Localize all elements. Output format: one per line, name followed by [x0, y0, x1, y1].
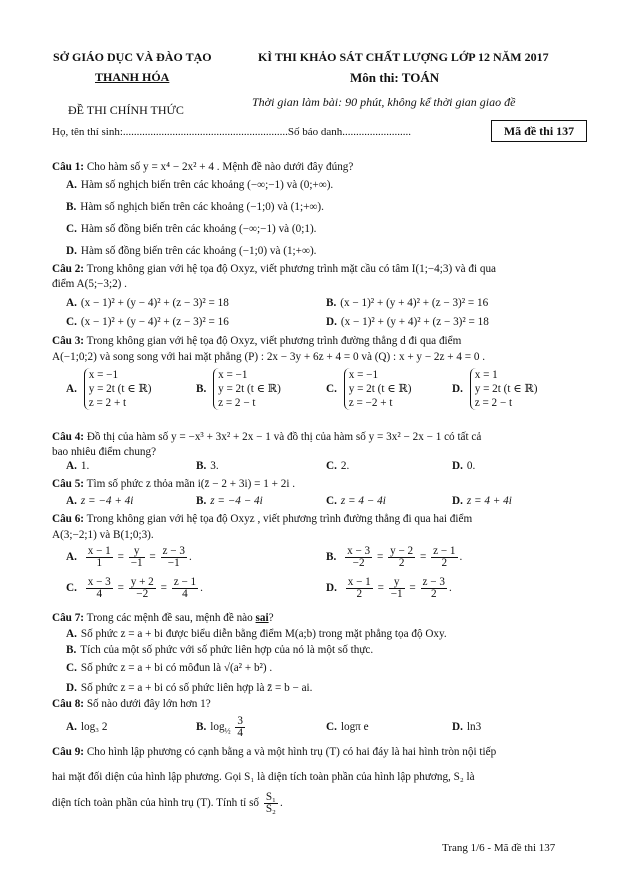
- q1-option-d[interactable]: [66, 244, 316, 258]
- exam-code-box: Mã đề thi 137: [491, 120, 587, 142]
- option-letter: B.: [196, 495, 207, 507]
- option-letter: C.: [66, 582, 77, 595]
- q5-option-b[interactable]: [196, 494, 263, 508]
- eq-line: y = 2t (t ∈ ℝ): [88, 383, 152, 395]
- option-text: z = −4 − 4i: [210, 495, 263, 507]
- question-6-cont: A(3;−2;1) và B(1;0;3).: [52, 529, 154, 541]
- q1-option-a[interactable]: [66, 178, 333, 192]
- question-label: Câu 7:: [52, 612, 85, 624]
- exam-title: KÌ THI KHẢO SÁT CHẤT LƯỢNG LỚP 12 NĂM 2017: [258, 50, 549, 64]
- equation-system: [213, 368, 281, 410]
- q3-option-a[interactable]: [66, 368, 151, 410]
- time-note: Thời gian làm bài: 90 phút, không kể thời gian giao đề: [252, 95, 516, 109]
- q7-option-b[interactable]: [66, 643, 373, 657]
- question-9: [52, 745, 496, 759]
- option-text: (x − 1)² + (y + 4)² + (z − 3)² = 16: [340, 297, 489, 309]
- eq-line: z = 2 + t: [88, 397, 127, 409]
- question-text: diện tích toàn phần của hình trụ (T). Tính tỉ số: [52, 797, 260, 810]
- option-text: z = 4 + 4i: [466, 495, 512, 507]
- option-letter: A.: [66, 460, 77, 472]
- option-letter: D.: [452, 460, 463, 472]
- option-letter: D.: [326, 316, 337, 328]
- eq-line: z = 2 − t: [474, 397, 513, 409]
- question-label: Câu 3:: [52, 335, 85, 347]
- fraction: $\frac{z - 3}{-1}$: [162, 545, 185, 569]
- option-text: 2.: [340, 460, 350, 472]
- question-text: Trong không gian với hệ tọa độ Oxyz, viết phương trình đường thẳng d đi qua điểm: [86, 335, 462, 347]
- q5-option-c[interactable]: [326, 494, 386, 508]
- option-letter: C.: [326, 495, 337, 507]
- option-text: Hàm số nghịch biến trên các khoảng (−1;0) và (1;+∞).: [80, 201, 324, 213]
- page-footer: Trang 1/6 - Mã đề thi 137: [442, 842, 556, 854]
- option-letter: D.: [452, 721, 463, 733]
- option-letter: D.: [66, 245, 77, 257]
- option-letter: D.: [452, 382, 463, 395]
- q8-option-a[interactable]: [66, 720, 107, 734]
- fraction: $\frac{3}{4}$: [237, 715, 243, 739]
- q5-option-a[interactable]: [66, 494, 133, 508]
- q6-option-d[interactable]: D. $\frac{x - 1}{2}$ = $\frac{y}{-1}$ = $\frac{z - 3}{2}$ .: [326, 576, 452, 600]
- eq-line: x = 1: [474, 369, 498, 381]
- eq-line: y = 2t (t ∈ ℝ): [348, 383, 412, 395]
- province-name: THANH HÓA: [95, 70, 170, 84]
- option-text: Hàm số nghịch biến trên các khoảng (−∞;−1) và (0;+∞).: [80, 179, 334, 191]
- fraction: $\frac{y}{-1}$: [130, 545, 143, 569]
- q4-option-c[interactable]: [326, 459, 349, 473]
- option-letter: A.: [66, 628, 77, 640]
- option-letter: C.: [66, 223, 77, 235]
- question-text: Cho hàm số y = x⁴ − 2x² + 4 . Mệnh đề nào dưới đây đúng?: [86, 161, 354, 173]
- option-text: (x − 1)² + (y − 4)² + (z − 3)² = 18: [80, 297, 229, 309]
- option-text: Hàm số đồng biến trên các khoảng (−∞;−1) và (0;1).: [80, 223, 317, 235]
- option-letter: A.: [66, 495, 77, 507]
- question-2: [52, 262, 496, 276]
- question-3-cont: A(−1;0;2) và song song với hai mặt phẳng (P) : 2x − 3y + 6z + 4 = 0 và (Q) : x + y − 2z + 4 = 0 .: [52, 351, 486, 363]
- option-letter: B.: [196, 460, 207, 472]
- question-text: Trong không gian với hệ tọa độ Oxyz, viết phương trình mặt cầu có tâm I(1;−4;3) và đi qua: [86, 263, 497, 275]
- q8-option-d[interactable]: [452, 720, 481, 734]
- q2-option-a[interactable]: [66, 296, 229, 310]
- option-text: logπ e: [340, 721, 369, 733]
- question-label: Câu 1:: [52, 161, 85, 173]
- fraction: $\frac{z - 1}{2}$: [433, 545, 456, 569]
- fraction: $\frac{y - 2}{2}$: [390, 545, 414, 569]
- option-letter: D.: [452, 495, 463, 507]
- question-5: [52, 477, 295, 491]
- subject: Môn thi: TOÁN: [350, 70, 440, 85]
- q6-option-a[interactable]: A. $\frac{x - 1}{1}$ = $\frac{y}{-1}$ = $\frac{z - 3}{-1}$ .: [66, 545, 192, 569]
- q8-option-b[interactable]: [196, 716, 247, 739]
- log-base: ½: [224, 726, 231, 736]
- q4-option-a[interactable]: [66, 459, 89, 473]
- option-text: log₃ 2: [80, 721, 108, 733]
- question-2-cont: điểm A(5;−3;2) .: [52, 278, 127, 290]
- eq-line: z = 2 − t: [218, 397, 256, 409]
- option-text: 0.: [466, 460, 476, 472]
- question-6: [52, 512, 472, 526]
- equation-system: [84, 368, 152, 410]
- question-9-cont: hai mặt đối diện của hình lập phương. Gọi S₁ là diện tích toàn phần của hình lập phương, S₂ là: [52, 771, 475, 783]
- question-text: Đồ thị của hàm số y = −x³ + 3x² + 2x − 1 và đồ thị của hàm số y = 3x² − 2x − 1 có tất cả: [86, 431, 482, 443]
- eq-line: x = −1: [348, 369, 379, 381]
- option-letter: C.: [326, 721, 337, 733]
- q5-option-d[interactable]: [452, 494, 512, 508]
- eq-line: x = −1: [88, 369, 119, 381]
- question-text: Số nào dưới đây lớn hơn 1?: [86, 698, 211, 710]
- option-letter: A.: [66, 721, 77, 733]
- eq-line: y = 2t (t ∈ ℝ): [218, 383, 281, 395]
- option-letter: A.: [66, 179, 77, 191]
- question-label: Câu 4:: [52, 431, 85, 443]
- q3-option-b[interactable]: [196, 368, 281, 410]
- option-text: Tích của một số phức với số phức liên hợp của nó là một số thực.: [80, 644, 374, 656]
- option-text: (x − 1)² + (y + 4)² + (z − 3)² = 18: [340, 316, 489, 328]
- question-label: Câu 6:: [52, 513, 85, 525]
- q7-option-a[interactable]: [66, 627, 447, 641]
- option-text: Số phức z = a + bi có môđun là √(a² + b²) .: [80, 662, 273, 674]
- fraction: $\frac{z - 3}{2}$: [422, 576, 445, 600]
- q7-option-c[interactable]: [66, 661, 272, 675]
- q3-option-d[interactable]: [452, 368, 537, 410]
- question-4-cont: bao nhiêu điểm chung?: [52, 446, 157, 458]
- option-text: z = 4 − 4i: [340, 495, 386, 507]
- eq-line: z = −2 + t: [348, 397, 393, 409]
- option-letter: C.: [66, 316, 77, 328]
- option-letter: B.: [326, 297, 337, 309]
- option-letter: B.: [196, 382, 207, 395]
- question-label: Câu 5:: [52, 478, 85, 490]
- question-keyword: sai: [255, 612, 269, 624]
- option-letter: C.: [326, 382, 337, 395]
- q1-option-b[interactable]: [66, 200, 324, 214]
- option-text: z = −4 + 4i: [80, 495, 134, 507]
- option-letter: D.: [66, 682, 77, 694]
- question-3: [52, 334, 461, 348]
- eq-line: y = 2t (t ∈ ℝ): [474, 383, 538, 395]
- option-letter: B.: [326, 551, 337, 564]
- option-letter: A.: [66, 297, 77, 309]
- question-text: Cho hình lập phương có cạnh bằng a và một hình trụ (T) có hai đáy là hai hình tròn nội tiếp: [86, 746, 497, 758]
- fraction: $\frac{y}{-1}$: [390, 576, 403, 600]
- fraction: $\frac{x - 3}{-2}$: [347, 545, 371, 569]
- q8-option-c[interactable]: [326, 720, 369, 734]
- option-text: Số phức z = a + bi được biểu diễn bằng điểm M(a;b) trong mặt phẳng tọa độ Oxy.: [80, 628, 447, 640]
- candidate-line: Họ, tên thí sinh:............................................................Số báo danh.........................: [52, 126, 412, 138]
- fraction: $\frac{y + 2}{-2}$: [130, 576, 154, 600]
- q6-option-c[interactable]: C. $\frac{x - 3}{4}$ = $\frac{y + 2}{-2}$ = $\frac{z - 1}{4}$ .: [66, 576, 203, 600]
- question-label: Câu 2:: [52, 263, 85, 275]
- option-letter: D.: [326, 582, 337, 595]
- q6-option-b[interactable]: B. $\frac{x - 3}{-2}$ = $\frac{y - 2}{2}$ = $\frac{z - 1}{2}$ .: [326, 545, 463, 569]
- question-1: [52, 160, 353, 174]
- official-label: ĐỀ THI CHÍNH THỨC: [68, 103, 184, 117]
- q7-option-d[interactable]: [66, 681, 312, 695]
- option-text: Hàm số đồng biến trên các khoảng (−1;0) và (1;+∞).: [80, 245, 317, 257]
- option-letter: B.: [66, 201, 77, 213]
- question-4: [52, 430, 481, 444]
- question-text: Trong các mệnh đề sau, mệnh đề nào: [86, 612, 256, 624]
- log-text: log: [210, 721, 225, 734]
- option-letter: B.: [66, 644, 77, 656]
- question-label: Câu 8:: [52, 698, 85, 710]
- q2-option-b[interactable]: [326, 296, 488, 310]
- q4-option-b[interactable]: [196, 459, 219, 473]
- question-text: Tìm số phức z thỏa mãn i(z̄ − 2 + 3i) = 1 + 2i .: [86, 478, 296, 490]
- equation-system: [470, 368, 538, 410]
- q1-option-c[interactable]: [66, 222, 316, 236]
- fraction: $\frac{x - 1}{2}$: [347, 576, 371, 600]
- question-text: Trong không gian với hệ tọa độ Oxyz , viết phương trình đường thẳng đi qua hai điểm: [86, 513, 473, 525]
- fraction: $\frac{z - 1}{4}$: [173, 576, 197, 600]
- dept-name: SỞ GIÁO DỤC VÀ ĐÀO TẠO: [53, 50, 212, 64]
- q2-option-c[interactable]: [66, 315, 229, 329]
- q3-option-c[interactable]: [326, 368, 411, 410]
- q4-option-d[interactable]: [452, 459, 475, 473]
- option-text: (x − 1)² + (y − 4)² + (z − 3)² = 16: [80, 316, 229, 328]
- option-letter: A.: [66, 382, 77, 395]
- option-text: 3.: [210, 460, 219, 472]
- option-text: 1.: [80, 460, 90, 472]
- option-letter: A.: [66, 551, 77, 564]
- question-7: [52, 611, 274, 625]
- option-text: Số phức z = a + bi có số phức liên hợp là z̄ = b − ai.: [80, 682, 313, 694]
- question-8: [52, 697, 211, 711]
- fraction: $\frac{x - 1}{1}$: [87, 545, 111, 569]
- option-text: ln3: [466, 721, 482, 733]
- fraction: $\frac{x - 3}{4}$: [87, 576, 111, 600]
- question-text-end: ?: [268, 612, 274, 624]
- question-9-cont2: diện tích toàn phần của hình trụ (T). Tính tỉ số $\frac{\text{S₁}}{\text{S₂}}$ .: [52, 791, 283, 815]
- fraction: $\frac{\text{S₁}}{\text{S₂}}$: [265, 791, 276, 815]
- option-letter: B.: [196, 721, 207, 734]
- option-letter: C.: [66, 662, 77, 674]
- q2-option-d[interactable]: [326, 315, 489, 329]
- eq-line: x = −1: [218, 369, 248, 381]
- equation-system: [344, 368, 412, 410]
- option-letter: C.: [326, 460, 337, 472]
- question-label: Câu 9:: [52, 746, 85, 758]
